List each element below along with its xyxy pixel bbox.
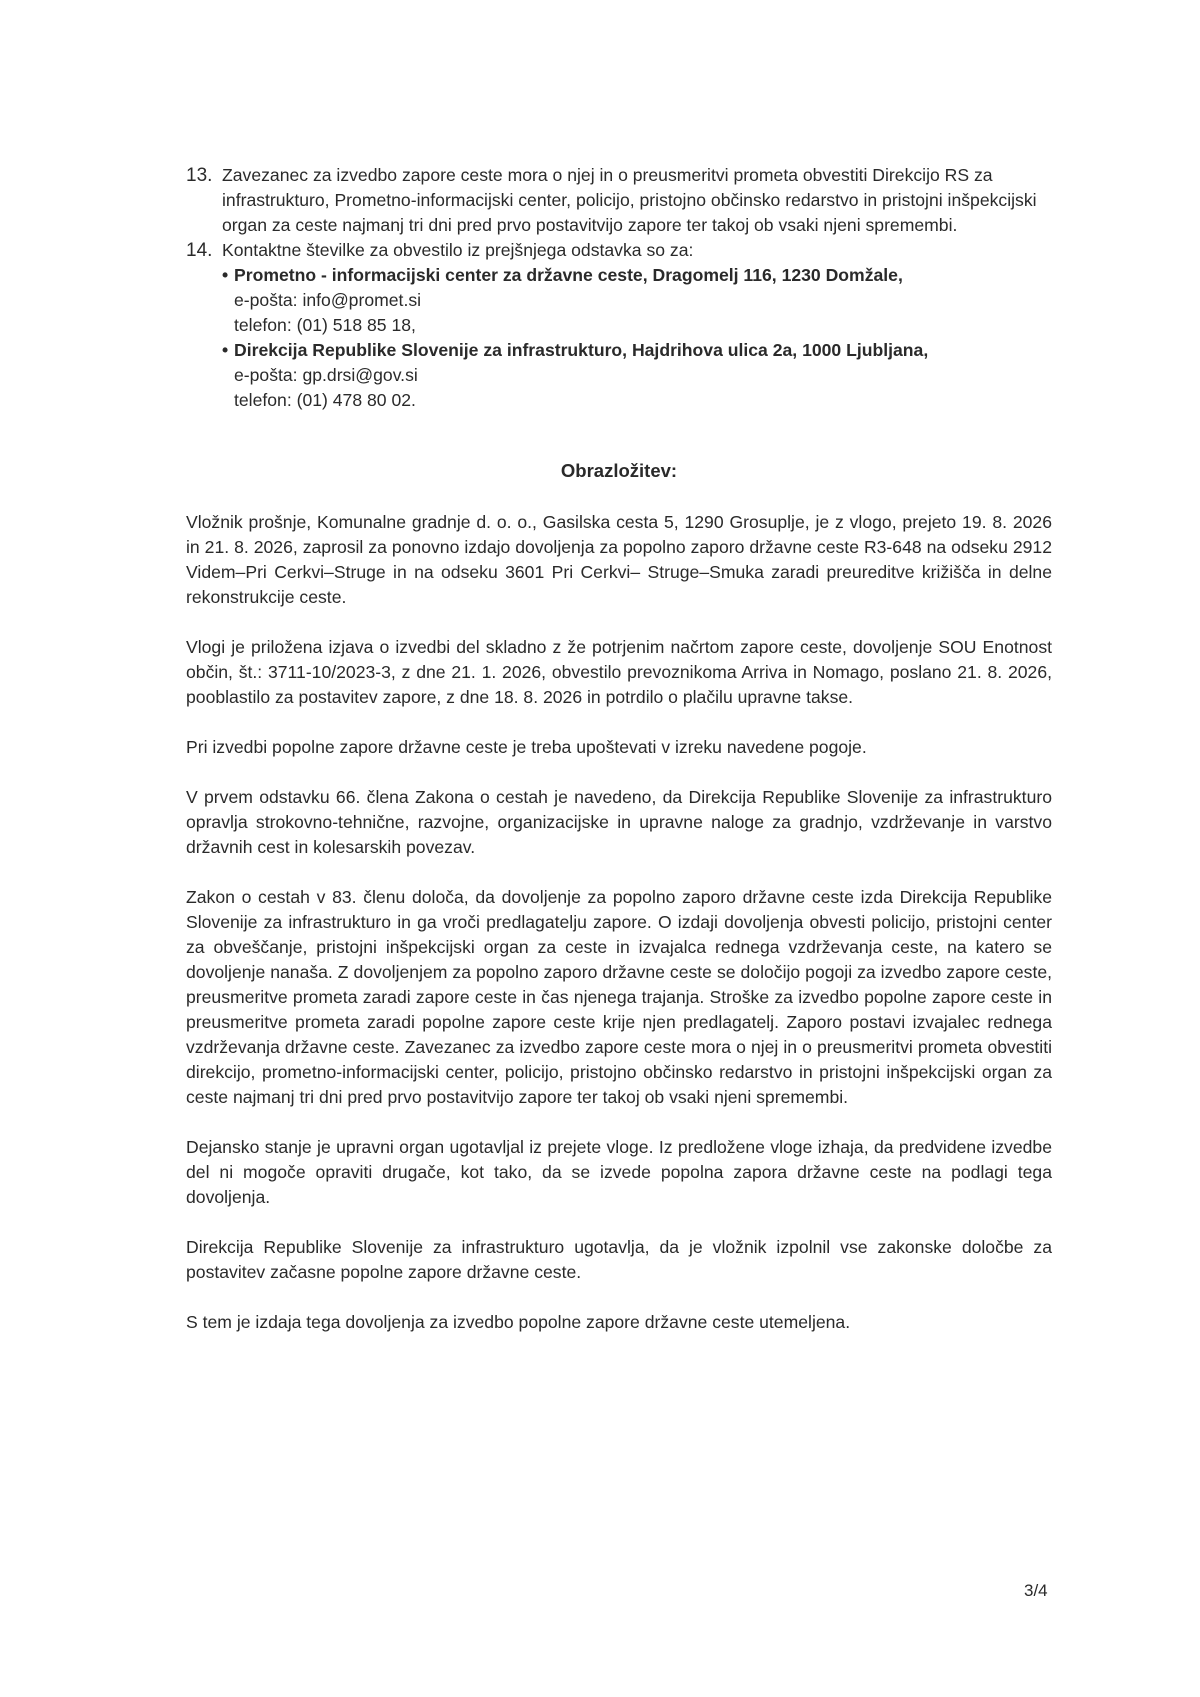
contact-name: Prometno - informacijski center za državne ceste, Dragomelj 116, 1230 Domžale, bbox=[234, 265, 903, 285]
list-item-14 bbox=[186, 238, 1052, 263]
paragraph: Direkcija Republike Slovenije za infrastrukturo ugotavlja, da je vložnik izpolnil vse zakonske določbe za postavitev začasne popolne zapore državne ceste. bbox=[186, 1237, 1052, 1282]
item-number: 13. bbox=[186, 165, 213, 186]
paragraph: Vložnik prošnje, Komunalne gradnje d. o. o., Gasilska cesta 5, 1290 Grosuplje, je z vlogo, prejeto 19. 8. 2026 in 21. 8. 2026, zaprosil za ponovno izdajo dovoljenja za popolno zaporo državne ceste R3-648 na odseku 2912 Videm–Pri Cerkvi–Struge in na odseku 3601 Pri Cerkvi– Struge–Smuka zaradi preureditve križišča in delne rekonstrukcije ceste. bbox=[186, 512, 1052, 607]
paragraph: Vlogi je priložena izjava o izvedbi del skladno z že potrjenim načrtom zapore ceste, dovoljenje SOU Enotnost občin, št.: 3711-10/2023-3, z dne 21. 1. 2026, obvestilo prevoznikoma Arriva in Nomago, poslano 21. 8. 2026, pooblastilo za postavitev zapore, z dne 18. 8. 2026 in potrdilo o plačilu upravne takse. bbox=[186, 637, 1052, 707]
document-content bbox=[186, 163, 1052, 1335]
contact-block-promet bbox=[222, 263, 1052, 338]
item-number: 14. bbox=[186, 240, 213, 261]
section-heading: Obrazložitev: bbox=[560, 460, 678, 481]
item-text: Kontaktne številke za obvestilo iz prejšnjega odstavka so za: bbox=[222, 240, 694, 260]
paragraph: Dejansko stanje je upravni organ ugotavljal iz prejete vloge. Iz predložene vloge izhaja, da predvidene izvedbe del ni mogoče opraviti drugače, kot tako, da se izvede popolna zapora državne ceste na podlagi tega dovoljenja. bbox=[186, 1137, 1052, 1207]
item-text: Zavezanec za izvedbo zapore ceste mora o njej in o preusmeritvi prometa obvestiti Direkcijo RS za infrastrukturo, Prometno-informacijski center, policijo, pristojno občinsko redarstvo in pristojni inšpekcijski organ za ceste najmanj tri dni pred prvo postavitvijo zapore ter takoj ob vsaki njeni spremembi. bbox=[222, 165, 1037, 235]
contact-phone: telefon: (01) 518 85 18, bbox=[234, 315, 416, 335]
bullet-icon: • bbox=[222, 265, 229, 285]
contact-block-drsi bbox=[222, 338, 1052, 413]
contact-email: e-pošta: info@promet.si bbox=[234, 290, 422, 310]
contact-email: e-pošta: gp.drsi@gov.si bbox=[234, 365, 418, 385]
contact-phone: telefon: (01) 478 80 02. bbox=[234, 390, 416, 410]
paragraph: Zakon o cestah v 83. členu določa, da dovoljenje za popolno zaporo državne ceste izda Direkcija Republike Slovenije za infrastrukturo in ga vroči predlagatelju zapore. O izdaji dovoljenja obvesti policijo, pristojni center za obveščanje, pristojni inšpekcijski organ za ceste in izvajalca rednega vzdrževanja ceste, na katero se dovoljenje nanaša. Z dovoljenjem za popolno zaporo državne ceste se določijo pogoji za izvedbo zapore ceste, preusmeritve prometa zaradi zapore ceste in čas njenega trajanja. Stroške za izvedbo popolne zapore ceste in preusmeritve prometa zaradi popolne zapore ceste krije njen predlagatelj. Zaporo postavi izvajalec rednega vzdrževanja državne ceste. Zavezanec za izvedbo zapore ceste mora o njej in o preusmeritvi prometa obvestiti direkcijo, prometno-informacijski center, policijo, pristojno občinsko redarstvo in pristojni inšpekcijski organ za ceste najmanj tri dni pred prvo postavitvijo zapore ter takoj ob vsaki njeni spremembi. bbox=[186, 887, 1052, 1107]
paragraph: Pri izvedbi popolne zapore državne ceste je treba upoštevati v izreku navedene pogoje. bbox=[186, 737, 867, 757]
paragraph: V prvem odstavku 66. člena Zakona o cestah je navedeno, da Direkcija Republike Slovenije za infrastrukturo opravlja strokovno-tehnične, razvojne, organizacijske in upravne naloge za gradnjo, vzdrževanje in varstvo državnih cest in kolesarskih povezav. bbox=[186, 787, 1052, 857]
contact-name: Direkcija Republike Slovenije za infrastrukturo, Hajdrihova ulica 2a, 1000 Ljubljana, bbox=[234, 340, 929, 360]
list-item-13 bbox=[186, 163, 1052, 238]
bullet-icon: • bbox=[222, 340, 229, 360]
paragraph: S tem je izdaja tega dovoljenja za izvedbo popolne zapore državne ceste utemeljena. bbox=[186, 1312, 851, 1332]
page-number: 3/4 bbox=[1024, 1581, 1048, 1600]
